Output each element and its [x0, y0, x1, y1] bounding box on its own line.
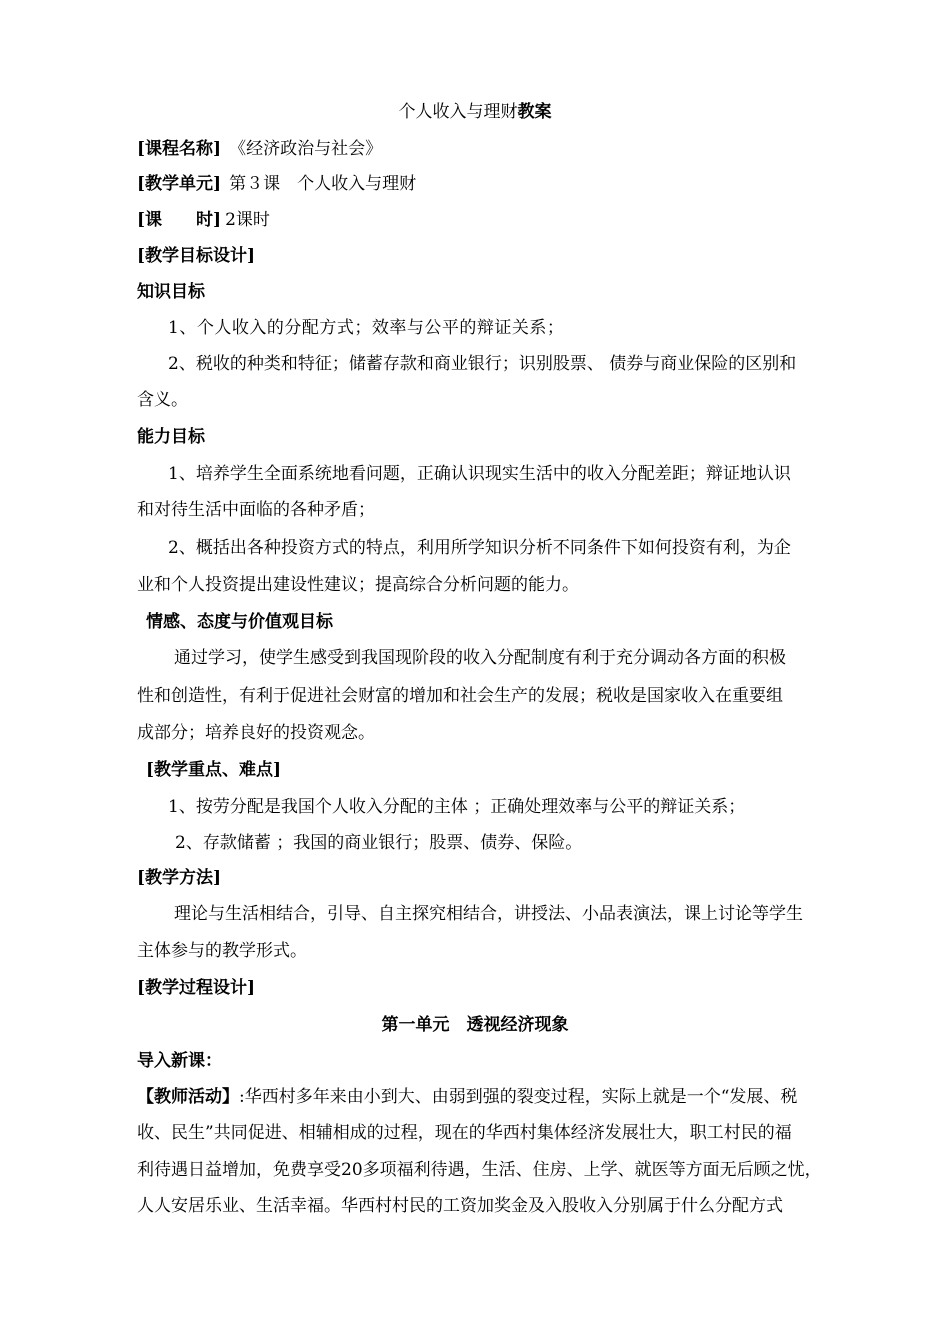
keypoints-item-1: 1、按劳分配是我国个人收入分配的主体 ；正确处理效率与公平的辩证关系；	[168, 797, 746, 817]
document-title-suffix: 教案	[517, 102, 552, 122]
ability-item-2: 2、概括出各种投资方式的特点，利用所学知识分析不同条件下如何投资有利，为企	[168, 538, 791, 558]
knowledge-item-2: 2、税收的种类和特征；储蓄存款和商业银行；识别股票、 债券与商业保险的区别和	[168, 354, 797, 374]
methods-heading: [教学方法]	[137, 868, 222, 888]
emotion-heading: 情感、态度与价值观目标	[146, 612, 333, 632]
intro-heading: 导入新课：	[137, 1051, 222, 1071]
teaching-unit-value: 第３课 个人收入与理财	[229, 174, 417, 194]
class-hours-row	[137, 208, 863, 232]
teacher-activity-line-1	[137, 1085, 863, 1109]
course-name-row	[137, 137, 863, 161]
class-hours-label: [课 时]	[137, 210, 222, 230]
objectives-heading: [教学目标设计]	[137, 246, 256, 266]
keypoints-item-2: 2、存款储蓄 ；我国的商业银行；股票、债券、保险。	[175, 833, 583, 853]
emotion-paragraph-line-2: 性和创造性，有利于促进社会财富的增加和社会生产的发展；税收是国家收入在重要组	[137, 686, 783, 706]
keypoints-heading: [教学重点、难点]	[146, 760, 282, 780]
document-title	[0, 100, 950, 124]
knowledge-item-2-cont: 含义。	[137, 390, 188, 410]
teaching-unit-row	[137, 172, 863, 196]
methods-paragraph-line-1: 理论与生活相结合，引导、自主探究相结合，讲授法、小品表演法，课上讨论等学生	[174, 904, 803, 924]
ability-item-1: 1、培养学生全面系统地看问题，正确认识现实生活中的收入分配差距；辩证地认识	[168, 464, 791, 484]
knowledge-item-1: 1、个人收入的分配方式；效率与公平的辩证关系；	[168, 318, 565, 338]
class-hours-value: 2课时	[225, 210, 270, 230]
emotion-paragraph-line-3: 成部分；培养良好的投资观念。	[137, 723, 375, 743]
methods-paragraph-line-2: 主体参与的教学形式。	[137, 941, 307, 961]
document-title-main: 个人收入与理财	[398, 102, 518, 122]
teacher-activity-line-3: 利待遇日益增加，免费享受20多项福利待遇，生活、住房、上学、就医等方面无后顾之忧，	[137, 1160, 822, 1180]
teacher-activity-line-2: 收、民生”共同促进、相辅相成的过程，现在的华西村集体经济发展壮大，职工村民的福	[137, 1123, 792, 1143]
teaching-unit-label: [教学单元]	[137, 174, 222, 194]
ability-item-2-cont: 业和个人投资提出建设性建议；提高综合分析问题的能力。	[137, 575, 579, 595]
unit-one-heading: 第一单元 透视经济现象	[381, 1015, 569, 1035]
emotion-paragraph-line-1: 通过学习，使学生感受到我国现阶段的收入分配制度有利于充分调动各方面的积极	[174, 648, 786, 668]
ability-item-1-cont: 和对待生活中面临的各种矛盾；	[137, 500, 375, 520]
teacher-activity-text: :华西村多年来由小到大、由弱到强的裂变过程，实际上就是一个“发展、税	[239, 1087, 798, 1107]
knowledge-heading: 知识目标	[137, 282, 205, 302]
course-name-label: [课程名称]	[137, 139, 222, 159]
course-name-value: 《经济政治与社会》	[229, 139, 383, 159]
teacher-activity-label: 【教师活动】	[137, 1087, 239, 1107]
ability-heading: 能力目标	[137, 427, 205, 447]
process-heading: [教学过程设计]	[137, 978, 256, 998]
teacher-activity-line-4: 人人安居乐业、生活幸福。华西村村民的工资加奖金及入股收入分别属于什么分配方式	[137, 1196, 783, 1216]
